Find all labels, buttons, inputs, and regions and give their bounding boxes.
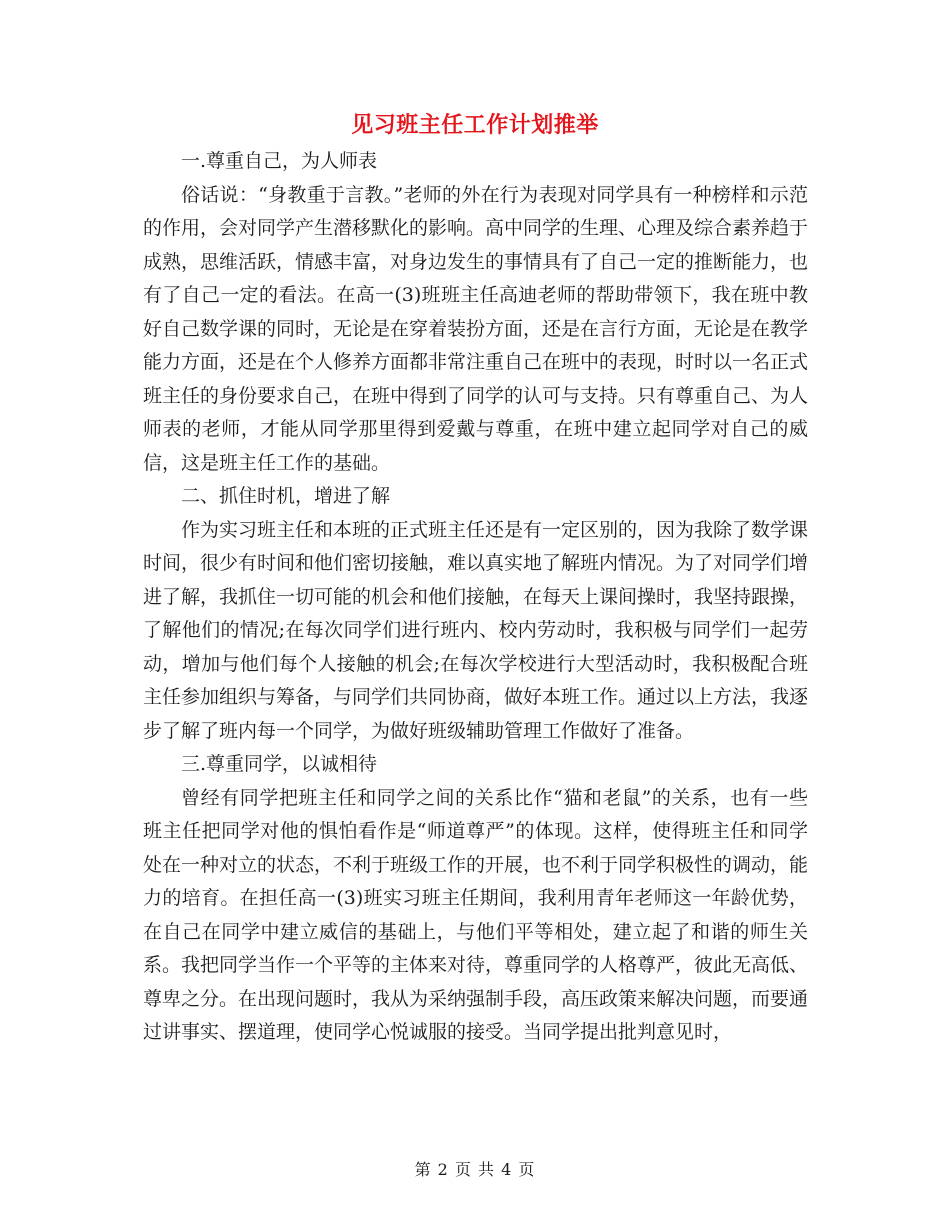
document-body — [143, 145, 808, 1050]
section-paragraph-1: 俗话说：“身教重于言教。”老师的外在行为表现对同学具有一种榜样和示范的作用，会对同学产生潜移默化的影响。高中同学的生理、心理及综合素养趋于成熟，思维活跃，情感丰富，对身边发生的事情具有了自己一定的推断能力，也有了自己一定的看法。在高一(3)班班主任高迪老师的帮助带领下，我在班中教好自己数学课的同时，无论是在穿着装扮方面，还是在言行方面，无论是在教学能力方面，还是在个人修养方面都非常注重自己在班中的表现，时时以一名正式班主任的身份要求自己，在班中得到了同学的认可与支持。只有尊重自己、为人师表的老师，才能从同学那里得到爱戴与尊重，在班中建立起同学对自己的威信，这是班主任工作的基础。 — [143, 183, 809, 474]
section-heading-1: 一.尊重自己，为人师表 — [181, 150, 378, 172]
section-paragraph-2: 作为实习班主任和本班的正式班主任还是有一定区别的，因为我除了数学课时间，很少有时间和他们密切接触，难以真实地了解班内情况。为了对同学们增进了解，我抓住一切可能的机会和他们接触，在每天上课间操时，我坚持跟操，了解他们的情况;在每次同学们进行班内、校内劳动时，我积极与同学们一起劳动，增加与他们每个人接触的机会;在每次学校进行大型活动时，我积极配合班主任参加组织与筹备，与同学们共同协商，做好本班工作。通过以上方法，我逐步了解了班内每一个同学，为做好班级辅助管理工作做好了准备。 — [143, 518, 809, 742]
section-paragraph-3: 曾经有同学把班主任和同学之间的关系比作“猫和老鼠”的关系，也有一些班主任把同学对他的惧怕看作是“师道尊严”的体现。这样，使得班主任和同学处在一种对立的状态，不利于班级工作的开展，也不利于同学积极性的调动，能力的培育。在担任高一(3)班实习班主任期间，我利用青年老师这一年龄优势，在自己在同学中建立威信的基础上，与他们平等相处，建立起了和谐的师生关系。我把同学当作一个平等的主体来对待，尊重同学的人格尊严，彼此无高低、尊卑之分。在出现问题时，我从为采纳强制手段，高压政策来解决问题，而要通过讲事实、摆道理，使同学心悦诚服的接受。当同学提出批判意见时， — [143, 786, 809, 1043]
page-footer: 第 2 页 共 4 页 — [414, 1160, 536, 1179]
document-title: 见习班主任工作计划推举 — [351, 113, 599, 138]
section-heading-3: 三.尊重同学，以诚相待 — [181, 753, 378, 775]
section-heading-2: 二、抓住时机，增进了解 — [181, 485, 391, 507]
